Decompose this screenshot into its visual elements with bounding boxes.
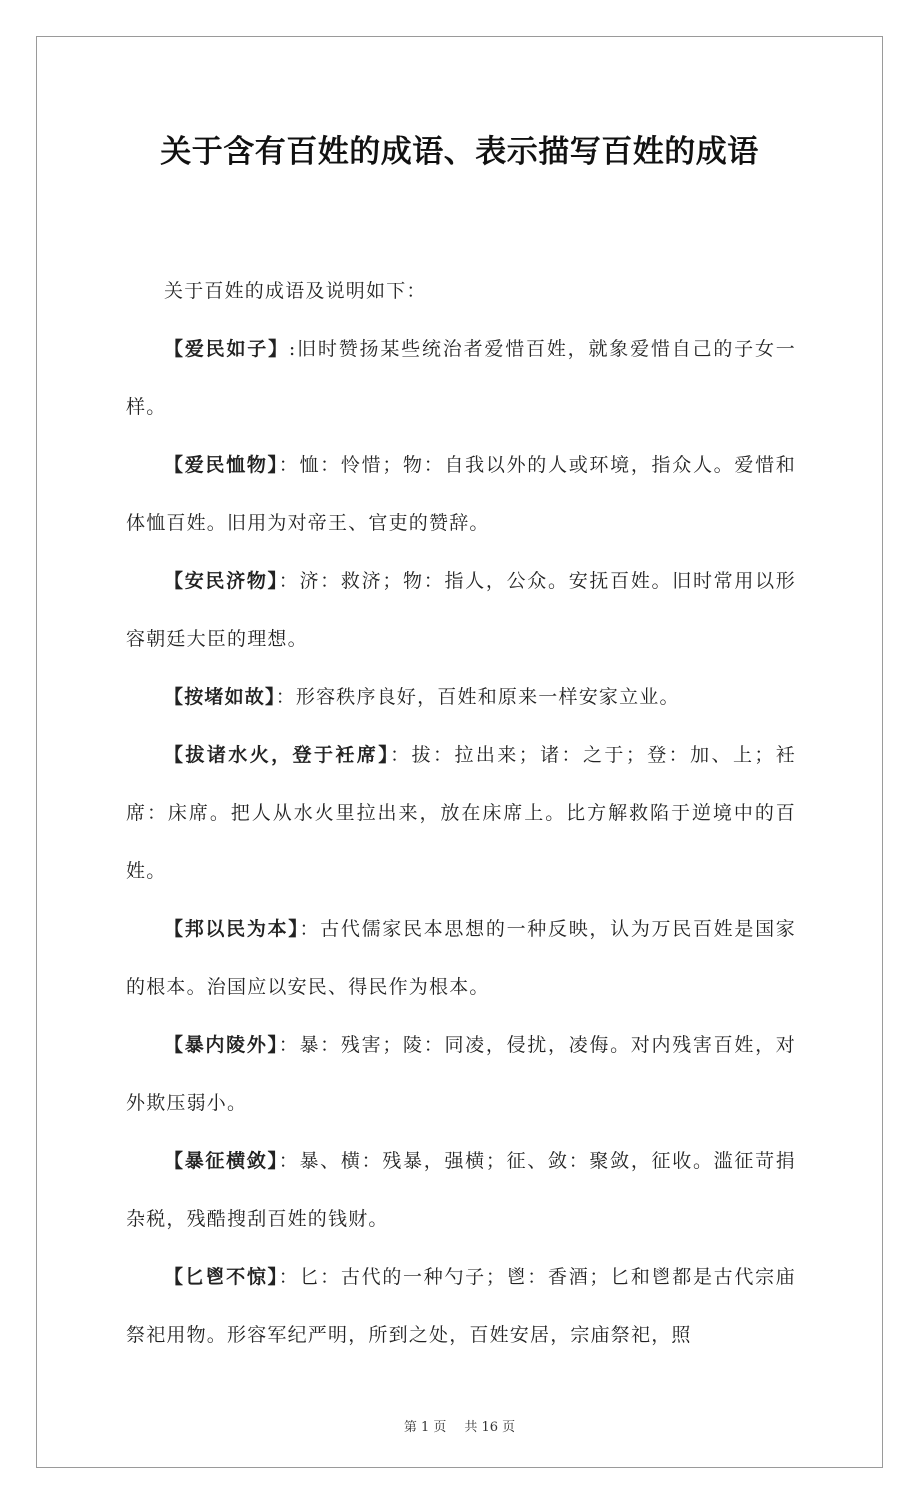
page-number: 第 1 页 [403, 1420, 447, 1435]
idiom-explanation: :旧时赞扬某些统治者爱惜百姓，就象爱惜自己的子女一样。 [126, 338, 797, 418]
idiom-entry [126, 1016, 796, 1132]
idiom-term: 【暴征横敛】 [164, 1150, 279, 1172]
idiom-term: 【安民济物】 [164, 570, 279, 592]
idiom-entry [126, 1248, 796, 1364]
page-total: 共 16 页 [464, 1420, 516, 1435]
document-title: 关于含有百姓的成语、表示描写百姓的成语 [160, 134, 759, 170]
idiom-explanation: ：匕：古代的一种勺子；鬯：香酒；匕和鬯都是古代宗庙祭祀用物。形容军纪严明，所到之处，百姓安居，宗庙祭祀，照 [126, 1266, 796, 1346]
idiom-term: 【邦以民为本】 [164, 918, 300, 940]
idiom-term: 【爱民如子】 [164, 338, 289, 360]
idiom-term: 【暴内陵外】 [164, 1034, 279, 1056]
intro-paragraph: 关于百姓的成语及说明如下： [164, 280, 427, 302]
idiom-term: 【爱民恤物】 [164, 454, 279, 476]
idiom-explanation: ：古代儒家民本思想的一种反映，认为万民百姓是国家的根本。治国应以安民、得民作为根本。 [126, 918, 796, 998]
idiom-term: 【按堵如故】 [164, 686, 276, 708]
document-body [126, 262, 796, 1364]
idiom-explanation: ：拔：拉出来；诸：之于；登：加、上；衽席：床席。把人从水火里拉出来，放在床席上。比方解救陷于逆境中的百姓。 [126, 744, 796, 882]
idiom-explanation: ：恤：怜惜；物：自我以外的人或环境，指众人。爱惜和体恤百姓。旧用为对帝王、官吏的赞辞。 [126, 454, 796, 534]
idiom-entry [126, 726, 796, 900]
idiom-entry [126, 900, 796, 1016]
idiom-entry [126, 1132, 796, 1248]
idiom-explanation: ：暴：残害；陵：同凌，侵扰，凌侮。对内残害百姓，对外欺压弱小。 [126, 1034, 796, 1114]
idiom-term: 【匕鬯不惊】 [164, 1266, 279, 1288]
idiom-entry [126, 436, 796, 552]
idiom-explanation: ：暴、横：残暴，强横；征、敛：聚敛，征收。滥征苛捐杂税，残酷搜刮百姓的钱财。 [126, 1150, 796, 1230]
idiom-entry [126, 552, 796, 668]
idiom-explanation: ：形容秩序良好，百姓和原来一样安家立业。 [275, 686, 680, 708]
page-footer [36, 1416, 883, 1435]
idiom-term: 【拔诸水火，登于衽席】 [164, 744, 391, 766]
idiom-entry [126, 668, 796, 726]
idiom-explanation: ：济：救济；物：指人，公众。安抚百姓。旧时常用以形容朝廷大臣的理想。 [126, 570, 796, 650]
idiom-entry [126, 320, 796, 436]
